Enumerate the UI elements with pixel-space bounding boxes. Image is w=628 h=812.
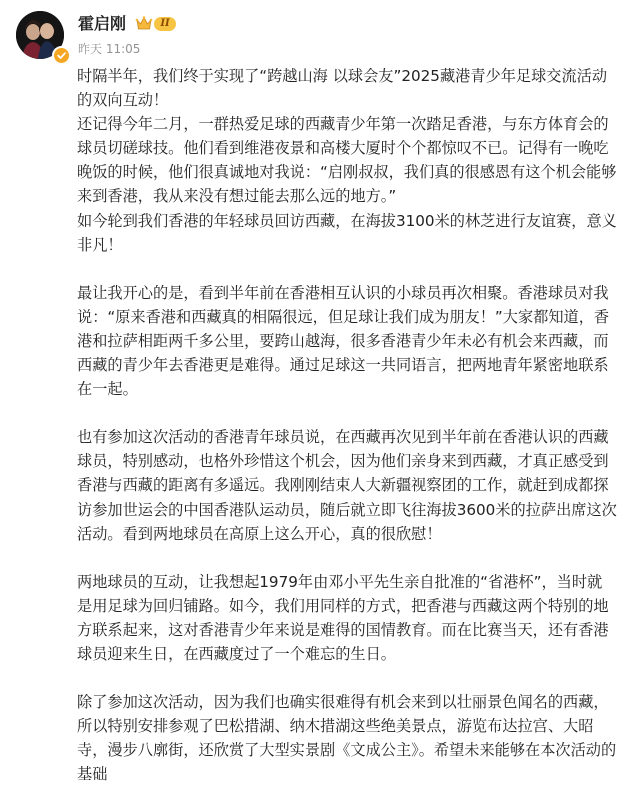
post-paragraph: 还记得今年二月，一群热爱足球的西藏青少年第一次踏足香港，与东方体育会的球员切磋球技。他们看到维港夜景和高楼大厦时个个都惊叹不已。记得有一晚吃晚饭的时候，他们很真诚地对我说：“启刚叔叔，我们真的很感恩有这个机会能够来到香港，我从来没有想过能去那么远的地方。” — [77, 115, 617, 206]
post-paragraph: 如今轮到我们香港的年轻球员回访西藏，在海拔3100米的林芝进行友谊赛，意义非凡！ — [77, 211, 617, 254]
post-header — [0, 0, 628, 66]
author-name[interactable]: 霍启刚 — [78, 14, 127, 33]
post-paragraph: 也有参加这次活动的香港青年球员说，在西藏再次见到半年前在香港认识的西藏球员，特别感动，也格外珍惜这个机会，因为他们亲身来到西藏，才真正感受到香港与西藏的距离有多遥远。我刚刚结束人大新疆视察团的工作，就赶到成都探访参加世运会的中国香港队运动员，随后就立即飞往海拔3600米的拉萨出席这次活动。看到两地球员在高原上这么开心，真的很欣慰！ — [77, 428, 617, 543]
crown-icon — [135, 15, 153, 32]
user-level-badge[interactable] — [135, 15, 176, 32]
post-paragraph: 除了参加这次活动，因为我们也确实很难得有机会来到以壮丽景色闻名的西藏，所以特别安排参观了巴松措湖、纳木措湖这些绝美景点，游览布达拉宫、大昭寺，漫步八廓街，还欣赏了大型实景剧《文成公主》。希望未来能够在本次活动的基础 — [77, 693, 617, 784]
post-timestamp[interactable]: 昨天 11:05 — [78, 42, 141, 56]
post-paragraph: 时隔半年，我们终于实现了“跨越山海 以球会友”2025藏港青少年足球交流活动的双向互动！ — [77, 67, 608, 110]
post-paragraph: 两地球员的互动，让我想起1979年由邓小平先生亲自批准的“省港杯”，当时就是用足球为回归铺路。如今，我们用同样的方式，把香港与西藏这两个特别的地方联系起来，这对香港青少年来说是难得的国情教育。而在比赛当天，还有香港球员迎来生日，在西藏度过了一个难忘的生日。 — [77, 572, 609, 663]
post-body — [77, 64, 617, 786]
level-text: II — [154, 17, 176, 31]
post-paragraph: 最让我开心的是，看到半年前在香港相互认识的小球员再次相聚。香港球员对我说：“原来香港和西藏真的相隔很远，但足球让我们成为朋友！”大家都知道，香港和拉萨相距两千多公里，要跨山越海，很多香港青少年未必有机会来西藏，而西藏的青少年去香港更是难得。通过足球这一共同语言，把两地青年紧密地联系在一起。 — [77, 283, 610, 399]
verified-badge-icon — [52, 46, 71, 65]
